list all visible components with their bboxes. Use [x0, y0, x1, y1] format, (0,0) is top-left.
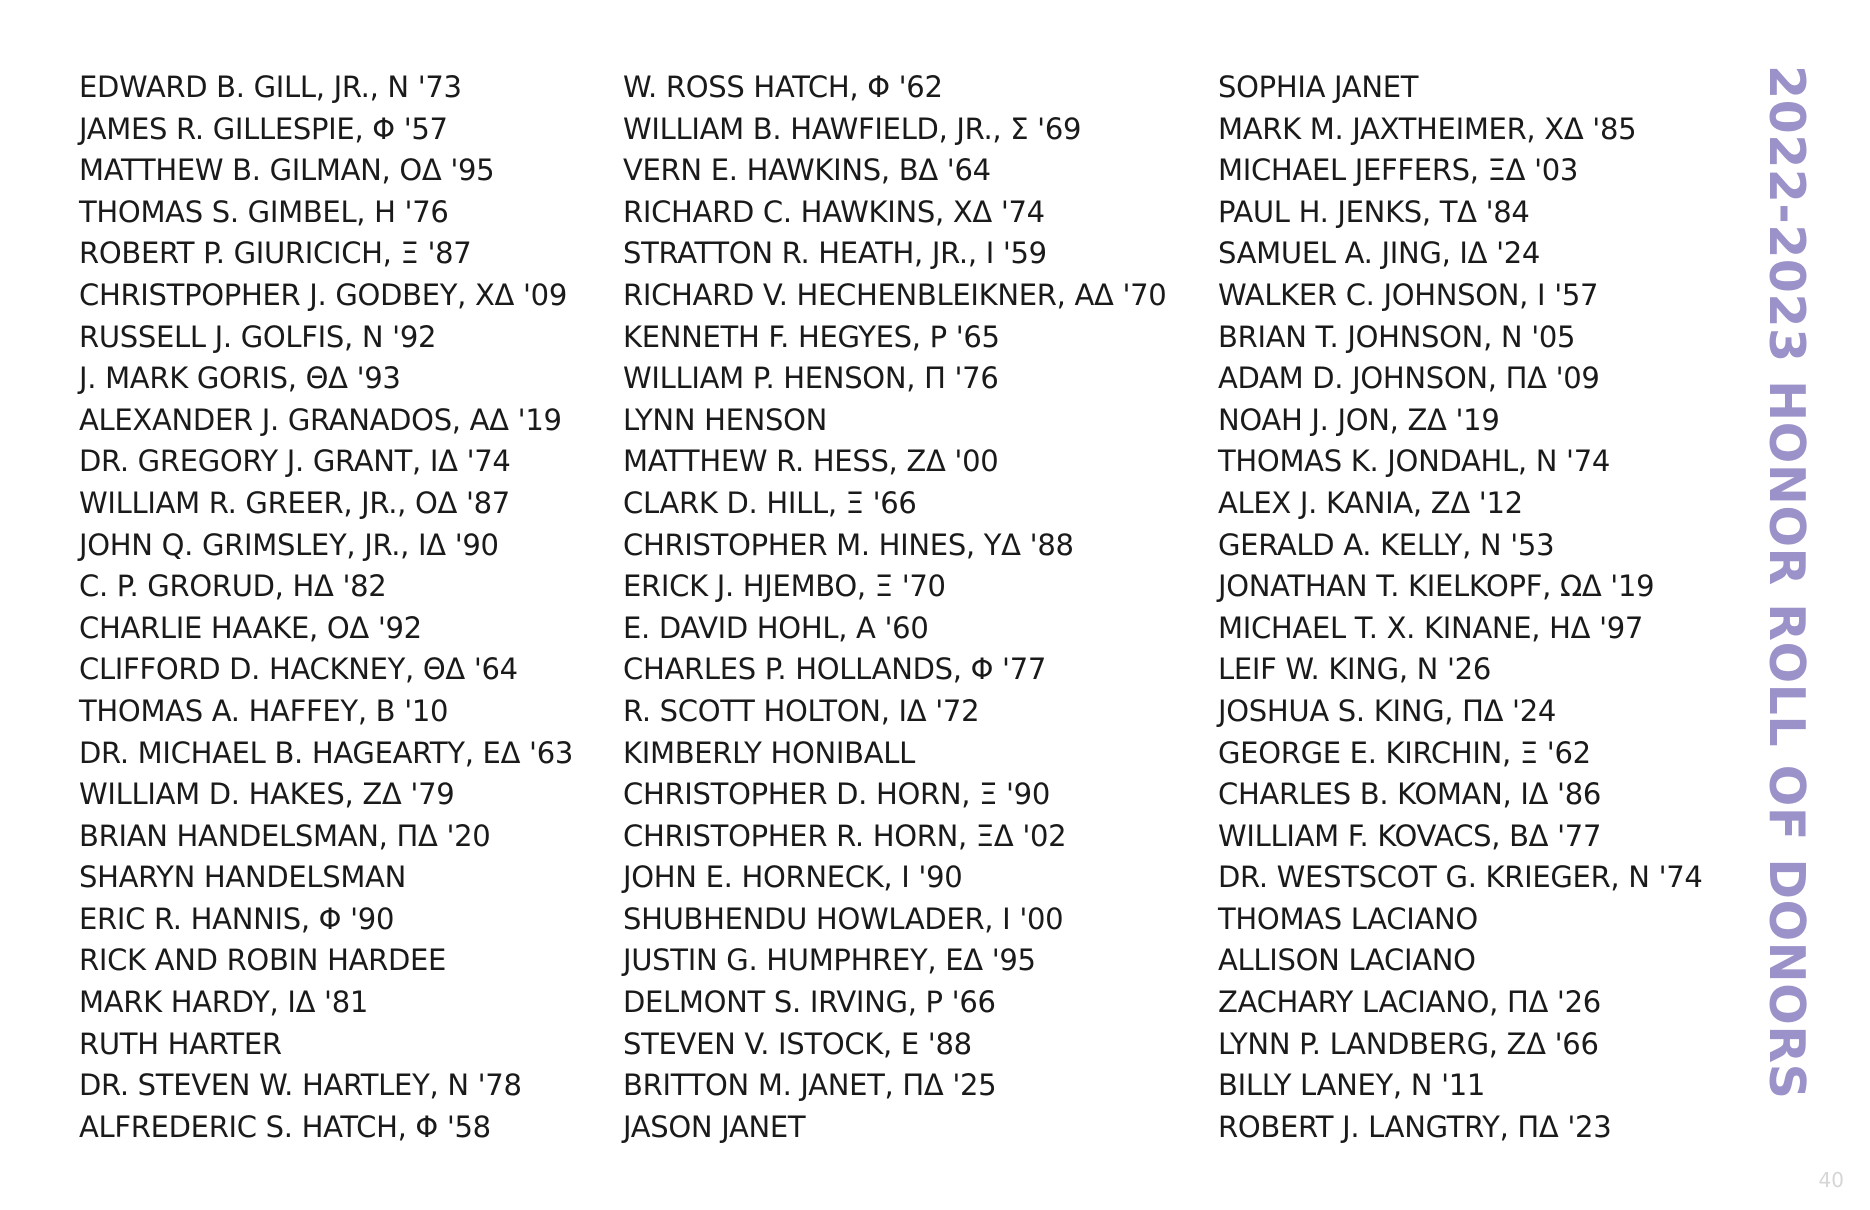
donor-entry: KENNETH F. HEGYES, Ρ '65 — [623, 319, 1000, 354]
donor-entry: ALEX J. KANIA, ΖΔ '12 — [1218, 485, 1523, 520]
donor-entry: SHUBHENDU HOWLADER, Ι '00 — [623, 901, 1064, 936]
donor-entry: ROBERT J. LANGTRY, ΠΔ '23 — [1218, 1109, 1612, 1144]
donor-entry: ERICK J. HJEMBO, Ξ '70 — [623, 569, 946, 604]
donor-entry: RICHARD V. HECHENBLEIKNER, ΑΔ '70 — [623, 277, 1167, 312]
donor-entry: RICK AND ROBIN HARDEE — [79, 943, 447, 978]
donor-entry: R. SCOTT HOLTON, ΙΔ '72 — [623, 693, 980, 728]
donor-entry: STRATTON R. HEATH, JR., Ι '59 — [623, 236, 1047, 271]
donor-entry: DR. STEVEN W. HARTLEY, N '78 — [79, 1068, 522, 1103]
donor-entry: CHARLES B. KOMAN, ΙΔ '86 — [1218, 777, 1602, 812]
donor-entry: GERALD A. KELLY, N '53 — [1218, 527, 1555, 562]
donor-entry: CHRISTPOPHER J. GODBEY, ΧΔ '09 — [79, 277, 567, 312]
donor-entry: THOMAS A. HAFFEY, Β '10 — [79, 693, 449, 728]
donor-entry: WILLIAM D. HAKES, ΖΔ '79 — [79, 777, 455, 812]
donor-entry: LYNN P. LANDBERG, ΖΔ '66 — [1218, 1026, 1599, 1061]
donor-entry: ZACHARY LACIANO, ΠΔ '26 — [1218, 985, 1601, 1020]
donor-entry: WILLIAM B. HAWFIELD, JR., Σ '69 — [623, 111, 1082, 146]
donor-entry: CHRISTOPHER R. HORN, ΞΔ '02 — [623, 818, 1067, 853]
donor-entry: JOHN Q. GRIMSLEY, JR., ΙΔ '90 — [79, 527, 499, 562]
donor-entry: W. ROSS HATCH, Φ '62 — [623, 70, 943, 104]
donor-entry: J. MARK GORIS, ΘΔ '93 — [79, 361, 401, 396]
donor-entry: JONATHAN T. KIELKOPF, ΩΔ '19 — [1218, 569, 1655, 604]
donor-entry: KIMBERLY HONIBALL — [623, 735, 916, 770]
donor-entry: CLIFFORD D. HACKNEY, ΘΔ '64 — [79, 652, 518, 687]
donor-entry: DELMONT S. IRVING, Ρ '66 — [623, 985, 996, 1020]
donor-entry: THOMAS S. GIMBEL, Η '76 — [79, 194, 449, 229]
side-title-container — [1756, 65, 1816, 1155]
donor-entry: MARK HARDY, ΙΔ '81 — [79, 985, 369, 1020]
donor-entry: ALEXANDER J. GRANADOS, ΑΔ '19 — [79, 402, 562, 437]
donor-column-1 — [79, 67, 573, 1148]
donor-entry: WILLIAM R. GREER, JR., ΟΔ '87 — [79, 485, 510, 520]
donor-entry: MICHAEL JEFFERS, ΞΔ '03 — [1218, 153, 1579, 188]
donor-entry: THOMAS K. JONDAHL, N '74 — [1218, 444, 1611, 479]
donor-entry: JOHN E. HORNECK, Ι '90 — [623, 860, 963, 895]
donor-entry: RUTH HARTER — [79, 1026, 282, 1061]
donor-entry: CHRISTOPHER M. HINES, ΥΔ '88 — [623, 527, 1074, 562]
donor-entry: VERN E. HAWKINS, ΒΔ '64 — [623, 153, 991, 188]
donor-entry: LEIF W. KING, N '26 — [1218, 652, 1491, 687]
donor-entry: THOMAS LACIANO — [1218, 901, 1478, 936]
donor-entry: JUSTIN G. HUMPHREY, ΕΔ '95 — [623, 943, 1036, 978]
page-title: 2022-2023 HONOR ROLL OF DONORS — [1758, 65, 1815, 1100]
donor-entry: SHARYN HANDELSMAN — [79, 860, 406, 895]
donor-entry: ALFREDERIC S. HATCH, Φ '58 — [79, 1109, 491, 1144]
donor-entry: CHARLIE HAAKE, ΟΔ '92 — [79, 610, 422, 645]
donor-entry: MATTHEW B. GILMAN, ΟΔ '95 — [79, 153, 495, 188]
donor-entry: ROBERT P. GIURICICH, Ξ '87 — [79, 236, 472, 271]
donor-column-3 — [1218, 67, 1703, 1148]
donor-entry: DR. MICHAEL B. HAGEARTY, ΕΔ '63 — [79, 735, 574, 770]
donor-entry: GEORGE E. KIRCHIN, Ξ '62 — [1218, 735, 1591, 770]
donor-entry: DR. WESTSCOT G. KRIEGER, N '74 — [1218, 860, 1703, 895]
donor-entry: E. DAVID HOHL, Α '60 — [623, 610, 929, 645]
donor-entry: RUSSELL J. GOLFIS, N '92 — [79, 319, 437, 354]
donor-entry: JASON JANET — [623, 1109, 806, 1144]
donor-entry: JAMES R. GILLESPIE, Φ '57 — [79, 111, 448, 146]
donor-entry: RICHARD C. HAWKINS, ΧΔ '74 — [623, 194, 1045, 229]
donor-entry: SAMUEL A. JING, ΙΔ '24 — [1218, 236, 1541, 271]
donor-entry: SOPHIA JANET — [1218, 70, 1419, 104]
donor-entry: PAUL H. JENKS, ΤΔ '84 — [1218, 194, 1530, 229]
donor-entry: ADAM D. JOHNSON, ΠΔ '09 — [1218, 361, 1600, 396]
donor-entry: JOSHUA S. KING, ΠΔ '24 — [1218, 693, 1557, 728]
donor-entry: STEVEN V. ISTOCK, Ε '88 — [623, 1026, 972, 1061]
donor-entry: C. P. GRORUD, ΗΔ '82 — [79, 569, 387, 604]
donor-entry: CHRISTOPHER D. HORN, Ξ '90 — [623, 777, 1050, 812]
donor-entry: CHARLES P. HOLLANDS, Φ '77 — [623, 652, 1046, 687]
donor-entry: BRIAN HANDELSMAN, ΠΔ '20 — [79, 818, 491, 853]
donor-entry: MATTHEW R. HESS, ΖΔ '00 — [623, 444, 999, 479]
donor-entry: LYNN HENSON — [623, 402, 828, 437]
donor-entry: MARK M. JAXTHEIMER, ΧΔ '85 — [1218, 111, 1637, 146]
donor-entry: ALLISON LACIANO — [1218, 943, 1476, 978]
donor-entry: BRITTON M. JANET, ΠΔ '25 — [623, 1068, 997, 1103]
donor-column-2 — [623, 67, 1166, 1148]
donor-entry: BRIAN T. JOHNSON, N '05 — [1218, 319, 1576, 354]
donor-entry: EDWARD B. GILL, JR., N '73 — [79, 70, 462, 104]
donor-entry: WILLIAM F. KOVACS, ΒΔ '77 — [1218, 818, 1602, 853]
donor-entry: BILLY LANEY, N '11 — [1218, 1068, 1486, 1103]
donor-entry: WALKER C. JOHNSON, Ι '57 — [1218, 277, 1599, 312]
page-number: 40 — [1818, 1168, 1844, 1192]
donor-entry: ERIC R. HANNIS, Φ '90 — [79, 901, 395, 936]
donor-entry: CLARK D. HILL, Ξ '66 — [623, 485, 917, 520]
donor-entry: NOAH J. JON, ΖΔ '19 — [1218, 402, 1500, 437]
donor-entry: WILLIAM P. HENSON, Π '76 — [623, 361, 999, 396]
donor-entry: MICHAEL T. X. KINANE, ΗΔ '97 — [1218, 610, 1644, 645]
donor-entry: DR. GREGORY J. GRANT, ΙΔ '74 — [79, 444, 511, 479]
